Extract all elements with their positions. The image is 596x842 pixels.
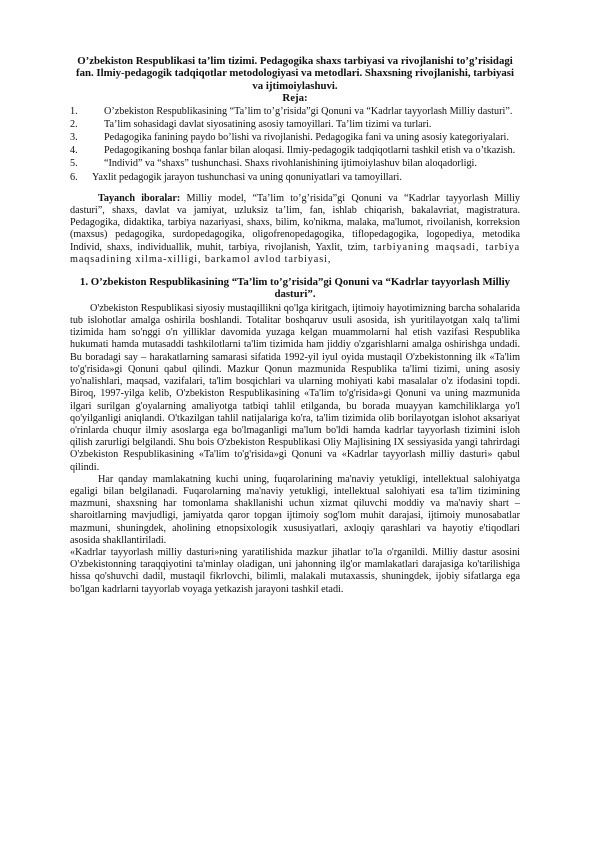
plan-heading: Reja: [282, 92, 308, 105]
plan-item-text: O’zbekiston Respublikasining “Ta’lim to’g’risida”gi Qonuni va “Kadrlar tayyorlash Milliy dasturi”. [104, 105, 513, 117]
section-heading: 1. O’zbekiston Respublikasining “Ta’lim to’g’risida”gi Qonuni va “Kadrlar tayyorlash Milliy dasturi”. [79, 276, 511, 301]
plan-item-number: 2. [70, 118, 78, 130]
plan-item-number: 3. [70, 132, 78, 144]
keywords-paragraph [70, 193, 520, 266]
document-title: O’zbekiston Respublikasi ta’lim tizimi. Pedagogika shaxs tarbiyasi va rivojlanishi to’g’risidagi fan. Ilmiy-pedagogik tadqiqotlar metodologiyasi va metodlari. Shaxsning rivojlanishi, tarbiyasi va ijtimoiylashuvi. [75, 55, 515, 92]
plan-item [70, 158, 520, 170]
plan-item-text: Yaxlit pedagogik jarayon tushunchasi va uning qonuniyatlari va tamoyillari. [92, 171, 402, 183]
body-paragraph: «Kadrlar tayyorlash milliy dasturi»ning yaratilishida mazkur jihatlar to'la o'rganildi. Milliy dastur asosini O'zbekistonning taraqqiyotini ta'minlay oladigan, uni jahonning ilg'or mamlakatlari darajasiga ko'tarilishiga hissa qo'shuvchi dadil, mustaqil fikrlovchi, bilimli, malakali mutaxassis, shuningdek, ijobiy sifatlarga ega bo'lgan kadrlarni tayyorlab voyaga yetkazish jarayoni tashkil etadi. [70, 546, 520, 595]
keywords-text: Milliy model, “Ta’lim to’g’risida”gi Qonuni va “Kadrlar tayyorlash Milliy dasturi”, shaxs, davlat va jamiyat, uzluksiz ta’lim, fan, ishlab chiqarish, bakalavriat, magistratura. Pedagogika, didaktika, tarbiya nazariyasi, shaxs, bilim, ko'nikma, malaka, ma'lumot, rivoilanish, korreksion (maxsus) pedagogika, surdopedagogika, oligofrenopedagogika, tiflopedagogika, logopediya, metodika Individ, shaxs, individuallik, muhit, tarbiya, rivojlanish, Yaxlit, tzim, [70, 192, 520, 253]
plan-item-text: Pedagogikaning boshqa fanlar bilan aloqasi. Ilmiy-pedagogik tadqiqotlarni tashkil etish va o’tkazish. [104, 145, 516, 157]
plan-item-text: Pedagogika fanining paydo bo’lishi va rivojlanishi. Pedagogika fani va uning asosiy kategoriyalari. [104, 132, 509, 144]
plan-item-text: “Individ” va “shaxs” tushunchasi. Shaxs rivohlanishining ijtimoiylashuv bilan aloqadorligi. [104, 158, 477, 170]
plan-item [70, 132, 520, 144]
keywords-label: Tayanch iboralar: [98, 192, 181, 204]
plan-item-text: Ta’lim sohasidagi davlat siyosatining asosiy tamoyillari. Ta’lim tizimi va turlari. [104, 118, 432, 130]
body-paragraph: O'zbekiston Respublikasi siyosiy mustaqillikni qo'lga kiritgach, ijtimoiy hayotimizning barcha sohalarida tub islohotlar amalga oshirila boshlandi. Totalitar boshqaruv usuli asosida, ish yuritilayotgan xalq ta'limi tizimida ham so'nggi o'n yilliklar davomida yuzaga kelgan muammolarni hal etish vazifasi Respublika hukumati hamda mutasaddi tashkilotlarni ta'lim tizimida ham jiddiy o'zgarishlarni amalga oshirishga undadi. Bu boradagi say – harakatlarning samarasi sifatida 1992-yil iyul oyida mustaqil O'zbekistonning ilk «Ta'lim to'g'risida»gi Qonuni qabul qilindi. Mazkur Qonun mazmunida Respublika ta'limi tizimi, uning asosiy yo'nalishlari, maqsad, vazifalari, ta'lim bosqichlari va ularning mohiyati kabi masalalar o'z ifodasini topdi. Biroq, 1997-yilga kelib, O'zbekiston Respublikasining «Ta'lim to'g'risida»gi Qonuni va uning mazmunida ilgari surilgan g'oyalarning amaliyotga tatbiqi tahlil etilganda, bu borada muayyan kamchiliklarga yo'l qo'yilganligi aniqlandi. O'tkazilgan tahlil natijalariga ko'ra, ta'lim tizimida olib borilayotgan islohot aksariyat o'rinlarda chuqur ilmiy asoslarga ega bo'lmaganligi ma'lum bo'ldi hamda kadrlar tayyorlash tizimini isloh qilish zarurligi belgilandi. Shu bois O'zbekiston Respublikasi Oliy Majlisining IX sessiyasida yangi tahrirdagi O'zbekiston Respublikasining «Ta'lim to'g'risida»gi Qonuni va «Kadrlar tayyorlash milliy dasturi» qabul qilindi. [70, 302, 520, 473]
plan-item [70, 106, 520, 118]
plan-item-number: 5. [70, 158, 78, 170]
body-paragraph: Har qanday mamlakatning kuchi uning, fuqarolarining ma'naviy yetukligi, intellektual salohiyatga egaligi bilan belgilanadi. Fuqarolarning ma'naviy yetukligi, intellektual salohiyati esa ta'lim tizimining mazmuni, shaxsning har tomonlama shakllanishi uchun xizmat qiluvchi moddiy va ma'naviy shart – sharoitlarning mavjudligi, jamiyatda qaror topgan ijtimoiy sog'lom muhit darajasi, ijtimoiy munosabatlar mazmuni, shuningdek, aholining etnopsixologik xususiyatlari, axloqiy qarashlari va hayotiy e'tiqodlari asosida shakllantiriladi. [70, 473, 520, 546]
plan-item [70, 145, 520, 157]
keywords-text-spaced: tarbiyaning maqsadi, tarbiya maqsadining xilma-xilligi, barkamol avlod tarbiyasi, [70, 241, 520, 265]
plan-item-number: 1. [70, 105, 78, 117]
plan-item [70, 119, 520, 131]
plan-item-number: 6. [70, 171, 78, 183]
plan-item-number: 4. [70, 145, 78, 157]
plan-item [70, 172, 520, 184]
plan-list [70, 106, 520, 184]
